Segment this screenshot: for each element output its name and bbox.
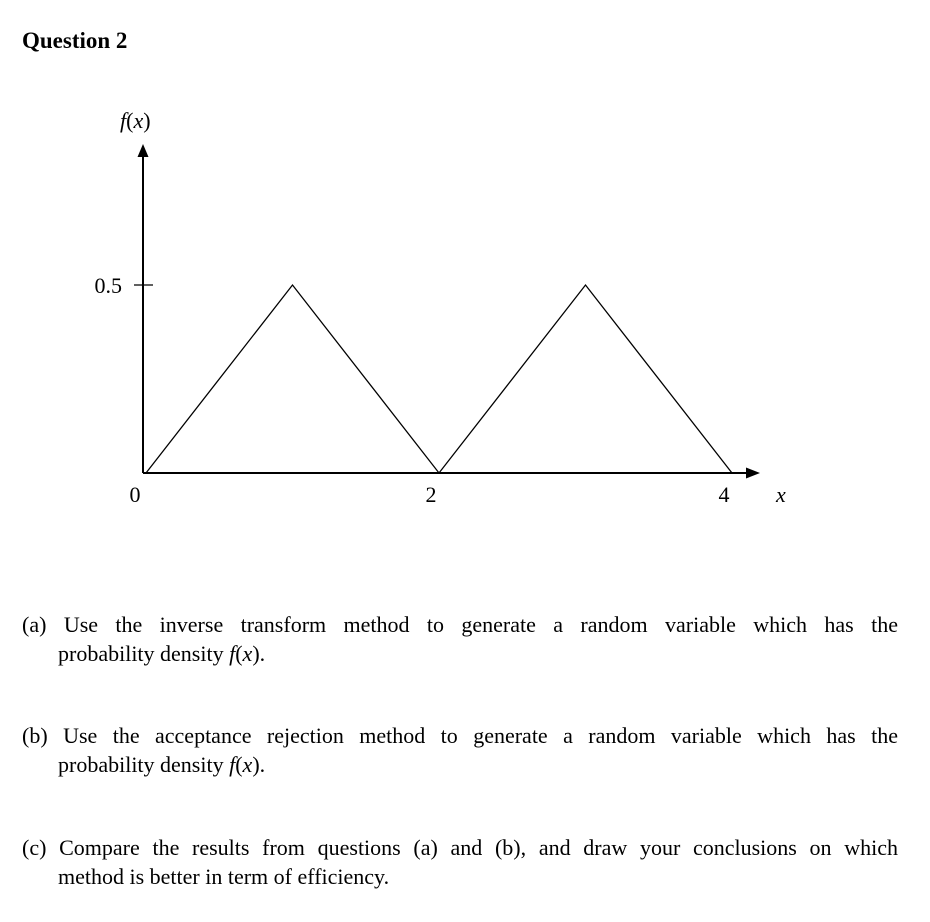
x-tick-label-0: 0 bbox=[129, 482, 141, 507]
x-tick-label-4: 4 bbox=[718, 482, 730, 507]
question-a: (a) Use the inverse transform method to generate a random variable which has the probability density f(x). bbox=[22, 612, 898, 666]
question-b-text-cont: probability density bbox=[58, 752, 230, 777]
question-a-end: . bbox=[259, 641, 266, 666]
question-a-label: (a) bbox=[22, 612, 47, 637]
question-c-label: (c) bbox=[22, 835, 47, 860]
question-heading: Question 2 bbox=[22, 28, 128, 53]
question-c-text: Compare the results from questions (a) and (b), and draw your conclusions on which bbox=[59, 835, 898, 860]
question-b: (b) Use the acceptance rejection method to generate a random variable which has the probability density f(x). bbox=[22, 723, 898, 777]
question-a-text-cont: probability density bbox=[58, 641, 230, 666]
question-b-end: . bbox=[259, 752, 266, 777]
question-b-func: f bbox=[229, 752, 236, 777]
y-axis-arrow bbox=[138, 144, 149, 157]
question-a-text: Use the inverse transform method to generate a random variable which has the bbox=[63, 612, 898, 637]
y-axis-label: f(x) bbox=[120, 108, 151, 133]
density-curve bbox=[146, 285, 732, 473]
question-b-label: (b) bbox=[22, 723, 48, 748]
question-a-func: f bbox=[229, 641, 236, 666]
question-c bbox=[22, 833, 898, 891]
question-b-text: Use the acceptance rejection method to generate a random variable which has the bbox=[63, 723, 898, 748]
question-c-text-cont: method is better in term of efficiency. bbox=[58, 864, 390, 889]
question-a-var: x bbox=[242, 641, 253, 666]
question-b-var: x bbox=[242, 752, 253, 777]
x-axis-arrow bbox=[746, 468, 760, 479]
x-axis-label: x bbox=[776, 482, 786, 507]
y-tick-label: 0.5 bbox=[94, 273, 122, 298]
x-tick-label-2: 2 bbox=[425, 482, 437, 507]
